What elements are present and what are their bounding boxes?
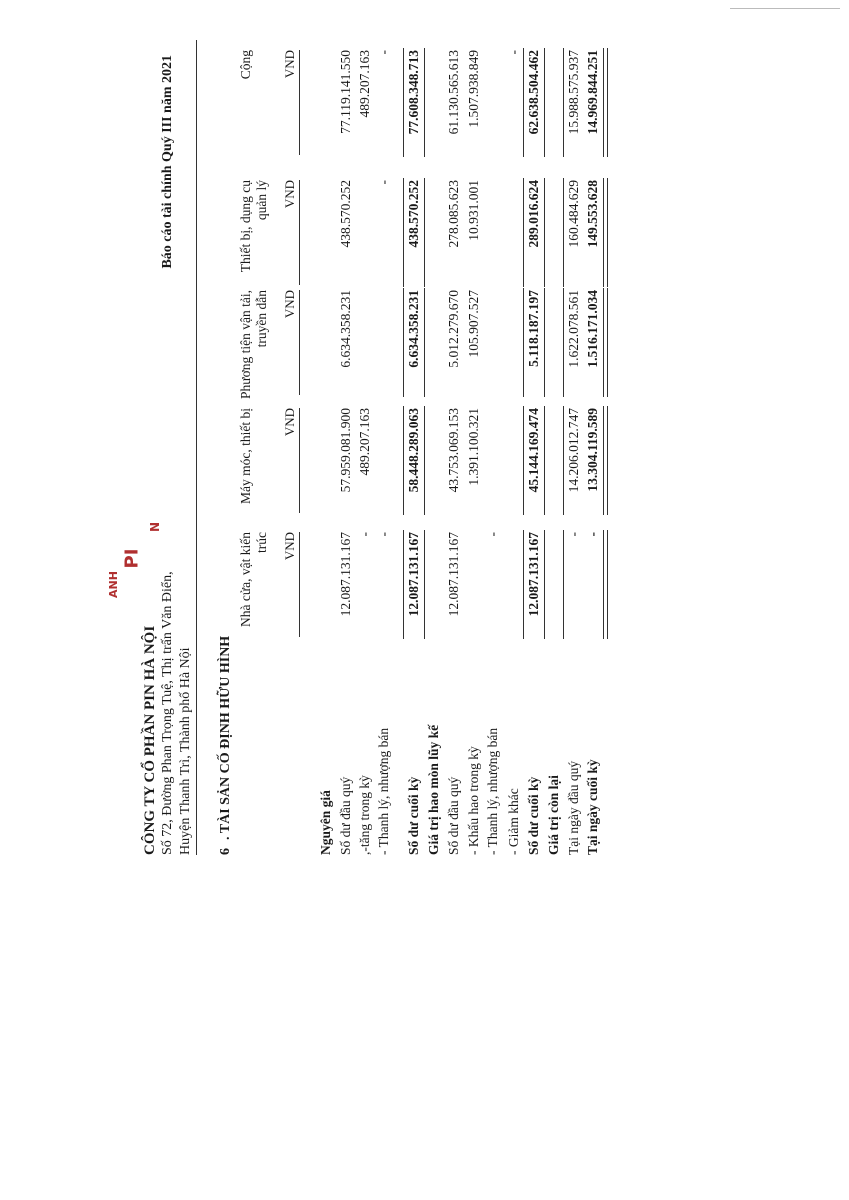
row-label: Tại ngày đầu quý [566,760,581,855]
row-label: - Giảm khác [506,788,521,855]
table-cell: 77.119.141.550 [338,50,353,134]
unit-label: VND [282,408,297,437]
table-cell: - [585,532,600,537]
table-cell: 105.907.527 [466,290,481,358]
total-rule [424,530,425,639]
total-rule [563,530,564,639]
unit-underline [299,180,300,285]
table-cell: - [485,532,500,537]
table-cell: 45.144.169.474 [526,408,541,493]
total-rule [544,530,545,639]
total-rule [523,530,524,639]
table-cell: 1.391.100.321 [466,408,481,486]
unit-underline [299,532,300,637]
column-header-4: Thiết bị, dụng cụ quản lý [238,180,269,273]
table-cell: 6.634.358.231 [406,290,421,368]
column-header-5: Cộng [238,50,253,80]
row-label: Số dư cuối kỳ [526,776,541,855]
table-cell: 15.988.575.937 [566,50,581,135]
table-cell: 1.516.171.034 [585,290,600,368]
unit-label: VND [282,180,297,209]
table-cell: 289.016.624 [526,180,541,248]
total-rule [523,178,524,287]
table-cell: 14.206.012.747 [566,408,581,493]
row-label: - Thanh lý, nhượng bán [376,727,391,855]
total-rule [563,406,564,515]
section-number: 6 [218,848,233,855]
unit-underline [299,408,300,513]
table-cell: 13.304.119.589 [585,408,600,492]
table-cell: 5.012.279.670 [446,290,461,368]
double-underline [603,406,608,515]
stamp-fragment-top: N [148,521,163,533]
double-underline [603,530,608,639]
table-cell: 1.622.078.561 [566,290,581,368]
unit-label: VND [282,50,297,79]
table-cell: 12.087.131.167 [526,532,541,617]
unit-underline [299,290,300,395]
total-rule [523,48,524,157]
table-cell: 12.087.131.167 [446,532,461,617]
total-rule [403,406,404,515]
total-rule [403,178,404,287]
table-cell: 1.507.938.849 [466,50,481,128]
table-cell: 12.087.131.167 [406,532,421,617]
unit-underline [299,50,300,155]
table-cell: 14.969.844.251 [585,50,600,135]
total-rule [403,48,404,157]
total-rule [563,48,564,157]
total-rule [424,406,425,515]
table-cell: 62.638.504.462 [526,50,541,135]
row-label: Nguyên giá [318,790,333,855]
table-cell: 489.207.163 [357,408,372,476]
table-cell: 12.087.131.167 [338,532,353,617]
column-header-3: Phương tiện vận tải, truyền dẫn [238,290,269,399]
total-rule [424,178,425,287]
column-header-1: Nhà cửa, vật kiến trúc [238,532,269,628]
row-label: ,-tăng trong kỳ [357,775,372,855]
unit-label: VND [282,290,297,319]
table-cell: - [376,50,391,55]
table-cell: - [566,532,581,537]
table-cell: 61.130.565.613 [446,50,461,135]
total-rule [563,178,564,287]
table-cell: 77.608.348.713 [406,50,421,135]
table-cell: - [506,50,521,55]
row-label: Giá trị còn lại [546,775,561,855]
total-rule [424,288,425,397]
column-header-2: Máy móc, thiết bị [238,408,253,504]
table-cell: 160.484.629 [566,180,581,248]
unit-label: VND [282,532,297,561]
table-cell: - [376,180,391,185]
company-name: CÔNG TY CỔ PHẦN PIN HÀ NỘI [142,625,158,855]
total-rule [403,288,404,397]
table-cell: 438.570.252 [406,180,421,248]
row-label: Số dư đầu quý [446,776,461,855]
table-cell: 438.570.252 [338,180,353,248]
total-rule [544,178,545,287]
section-title: . TÀI SẢN CỐ ĐỊNH HỮU HÌNH [218,635,233,840]
double-underline [603,48,608,157]
company-address-line2: Huyện Thanh Trì, Thành phố Hà Nội [178,647,193,855]
total-rule [563,288,564,397]
total-rule [544,288,545,397]
row-label: Tại ngày cuối kỳ [585,759,600,855]
row-label: Giá trị hao mòn lũy kế [426,724,441,855]
table-cell: 43.753.069.153 [446,408,461,493]
table-cell: 6.634.358.231 [338,290,353,368]
total-rule [523,406,524,515]
table-cell: 10.931.001 [466,180,481,241]
row-label: - Khấu hao trong kỳ [466,746,481,855]
table-cell: 149.553.628 [585,180,600,248]
report-title: Báo cáo tài chính Quý III năm 2021 [160,55,175,269]
stamp-fragment-bottom: ANH [106,571,120,598]
table-cell: 5.118.187.197 [526,290,541,367]
total-rule [523,288,524,397]
double-underline [603,288,608,397]
stamp-text: PI [121,548,143,569]
table-cell: - [376,532,391,537]
total-rule [544,48,545,157]
row-label: Số dư đầu quý [338,776,353,855]
company-address-line1: Số 72, Đường Phan Trọng Tuệ, Thị trấn Văn Điển, [160,571,175,855]
table-cell: 58.448.289.063 [406,408,421,493]
table-cell: 57.959.081.900 [338,408,353,493]
total-rule [424,48,425,157]
total-rule [544,406,545,515]
row-label: - Thanh lý, nhượng bán [485,727,500,855]
table-cell: - [357,532,372,537]
double-underline [603,178,608,287]
total-rule [403,530,404,639]
row-label: Số dư cuối kỳ [406,776,421,855]
table-cell: 278.085.623 [446,180,461,248]
table-cell: 489.207.163 [357,50,372,118]
header-rule [196,40,197,855]
